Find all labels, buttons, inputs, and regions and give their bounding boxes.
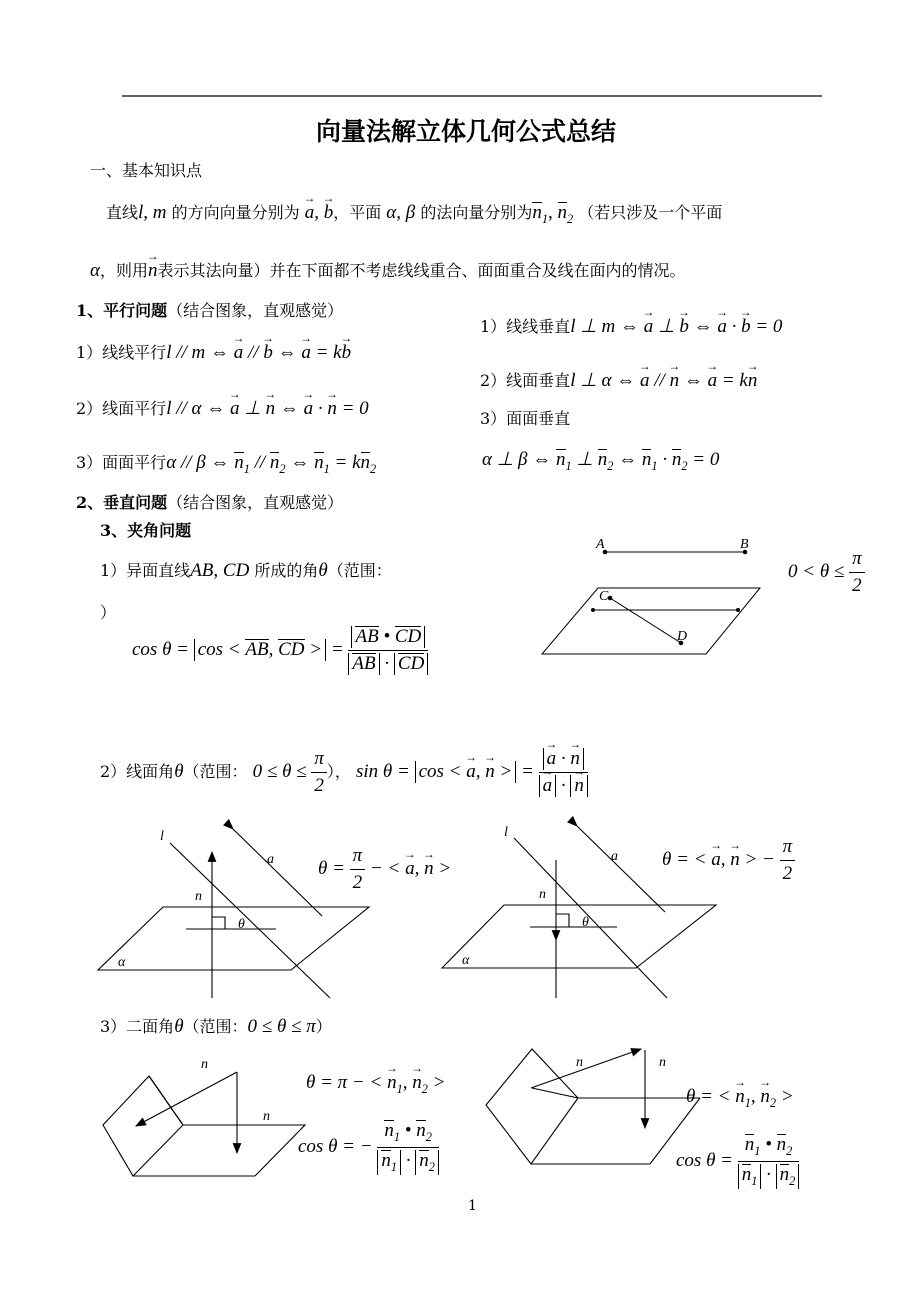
plane-label-alpha-2: α: [462, 953, 470, 968]
angle-item-1-close: ）: [100, 603, 117, 622]
dihedral-formula-2: θ = < → $n_1$, → $n_2$ >: [686, 1086, 794, 1111]
line-label-l-2: l: [504, 825, 508, 840]
line-label-l-1: l: [160, 829, 164, 844]
vector-label-a-1: a: [267, 852, 274, 867]
section-basic-heading: 一、基本知识点: [90, 161, 203, 180]
vector-label-n1-2: n: [576, 1055, 583, 1070]
skew-lines-diagram: [542, 550, 760, 654]
angle-label-theta-2: θ: [582, 915, 589, 930]
angle-item-1: 1）异面直线AB, CD 所成的角θ（范围：: [100, 560, 392, 581]
dihedral-cos-1: cos θ = − $\frac{n_1 • n_2}{n_1 \cdot n_2}$: [298, 1120, 439, 1175]
vector-label-a-2: a: [611, 849, 618, 864]
parallel-heading: 1、平行问题（结合图象，直观感觉）: [76, 301, 344, 320]
perp-item-3: 3）面面垂直: [480, 409, 571, 428]
vector-label-n2-2: n: [659, 1055, 666, 1070]
perp-item-1: 1）线线垂直l ⊥ m ⇔ → a ⊥ → b ⇔ → a · → b = 0: [480, 314, 782, 338]
vector-label-n2-1: n: [263, 1109, 270, 1124]
dihedral-diagram-1: [103, 1072, 305, 1176]
dihedral-formula-1: θ = π − < → $n_1$, → $n_2$ >: [306, 1072, 446, 1097]
dihedral-diagram-2: [486, 1049, 700, 1164]
page-number: 1: [468, 1198, 477, 1214]
point-label-b: B: [740, 537, 749, 552]
plane-label-alpha-1: α: [118, 955, 126, 970]
intro-line-2: α，则用→ n表示其法向量）并在下面都不考虑线线重合、面面重合及线在面内的情况。: [90, 258, 686, 282]
point-label-a: A: [596, 537, 605, 552]
parallel-item-3: 3）面面平行α // β ⇔ $n_1 // n_2$ ⇔ $n_1 = kn_2$: [76, 452, 377, 476]
vector-label-n-1: n: [195, 889, 202, 904]
page-title: 向量法解立体几何公式总结: [316, 117, 617, 146]
parallel-item-1: 1）线线平行l // m ⇔ → a // → b ⇔ → a = k→ b: [76, 340, 351, 364]
dihedral-cos-2: cos θ = $\frac{n_1 • n_2}{n_1 \cdot n_2}$: [676, 1134, 799, 1189]
angle-item-2: 2）线面角θ（范围： 0 ≤ θ ≤ $\frac{\pi}{2}$ ）， sin θ = cos < → a, → n > = → a · → n → a · → n: [100, 748, 588, 797]
perp-item-2: 2）线面垂直l ⊥ α ⇔ → a // → n ⇔ → a = k→ n: [480, 368, 757, 392]
perp-heading: 2、垂直问题（结合图象，直观感觉）: [76, 493, 344, 512]
vector-label-n-2: n: [539, 887, 546, 902]
vector-label-n1-1: n: [201, 1057, 208, 1072]
line-plane-formula-1: θ = $\frac{\pi}{2}$ − < → a, → n >: [318, 845, 451, 894]
angle-label-theta-1: θ: [238, 917, 245, 932]
angle-heading: 3、夹角问题: [100, 521, 192, 540]
angle-item-3: 3）二面角θ（范围：0 ≤ θ ≤ π）: [100, 1016, 332, 1037]
intro-line-1: 直线l, m 的方向向量分别为 → a, → b，平面 α, β 的法向量分别为$n_1$, $n_2$ （若只涉及一个平面: [106, 200, 722, 227]
point-label-c: C: [599, 589, 609, 604]
perp-item-3-formula: α ⊥ β ⇔ $n_1$ ⊥ $n_2$ ⇔ $n_1 \cdot n_2 = 0$: [482, 449, 720, 473]
skew-cos-formula: cos θ = cos < AB, CD > = $\frac{AB • CD}{AB \cdot CD}$: [132, 626, 428, 675]
line-plane-formula-2: θ = < → a, → n > − $\frac{\pi}{2}$: [662, 836, 795, 885]
angle-range-1: 0 < θ ≤ $\frac{\pi}{2}$: [788, 548, 865, 597]
point-label-d: D: [677, 629, 688, 644]
parallel-item-2: 2）线面平行l // α ⇔ → a ⊥ → n ⇔ → a · → n = 0: [76, 396, 369, 420]
